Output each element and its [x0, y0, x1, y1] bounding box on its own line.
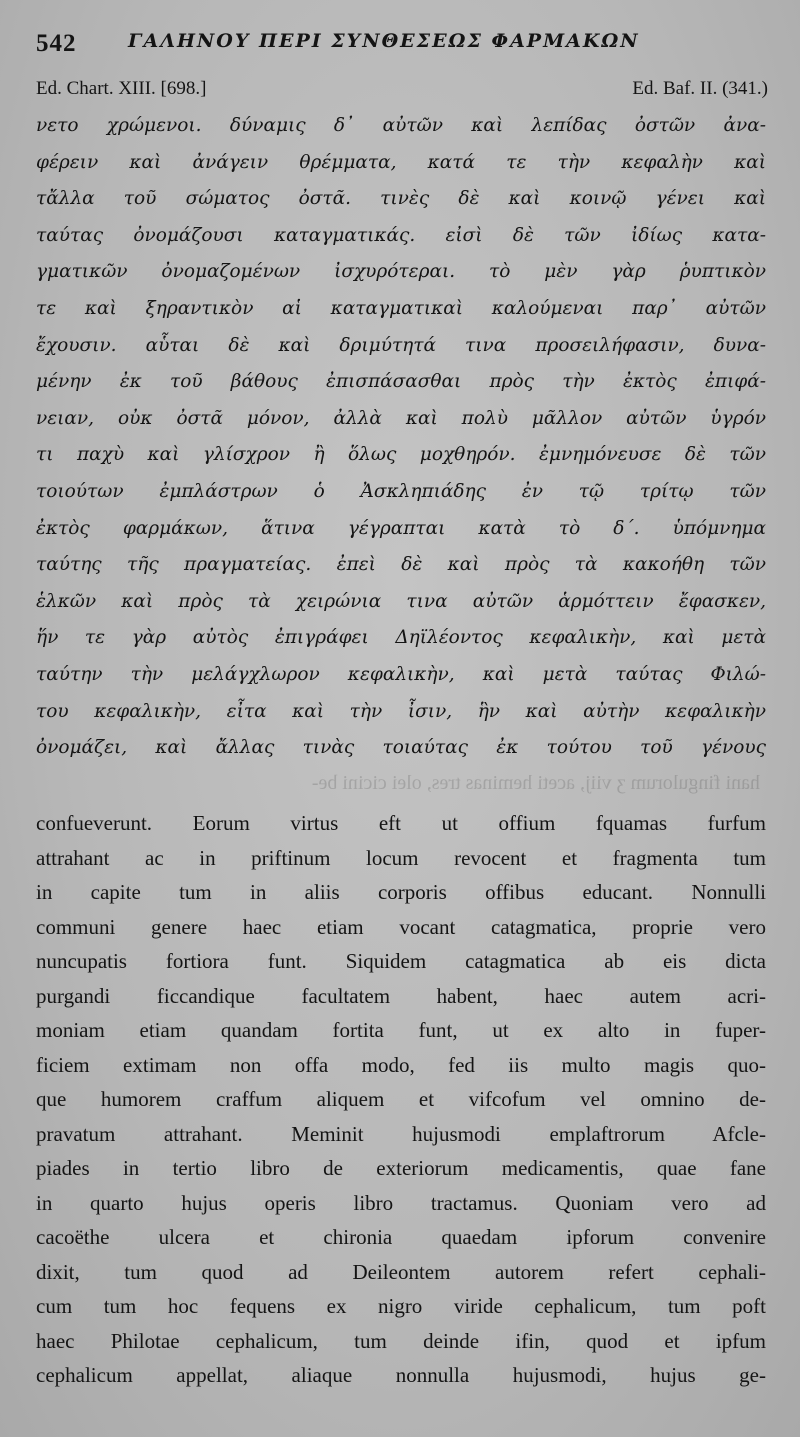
latin-text-line: in quarto hujus operis libro tractamus. Quoniam vero ad	[36, 1190, 766, 1215]
greek-text-line: τἄλλα τοῦ σώματος ὀστᾶ. τινὲς δὲ καὶ κοινῷ γένει καὶ	[36, 188, 766, 210]
latin-text-line: purgandi ficcandique facultatem habent, haec autem acri-	[36, 983, 766, 1008]
latin-text-line: ficiem extimam non offa modo, fed iis multo magis quo-	[36, 1052, 766, 1077]
edition-basel-reference: Ed. Baf. II. (341.)	[632, 78, 768, 99]
latin-text-line: communi genere haec etiam vocant catagmatica, proprie vero	[36, 914, 766, 939]
greek-text-line: ἥν τε γὰρ αὐτὸς ἐπιγράφει Δηϊλέοντος κεφαλικὴν, καὶ μετὰ	[36, 627, 766, 649]
latin-text-line: confueverunt. Eorum virtus eft ut offium fquamas furfum	[36, 811, 766, 835]
greek-text-line: ἔχουσιν. αὗται δὲ καὶ δριμύτητά τινα προσειλήφασιν, δυνα-	[36, 334, 766, 356]
edition-reference-line	[36, 78, 768, 104]
greek-text-line: ἑλκῶν καὶ πρὸς τὰ χειρώνια τινα αὐτῶν ἁρμόττειν ἔφασκεν,	[36, 590, 766, 612]
latin-text-line: cum tum hoc fequens ex nigro viride cephalicum, tum poft	[36, 1294, 766, 1318]
greek-text-line: ταύτην τὴν μελάγχλωρον κεφαλικὴν, καὶ μετὰ ταύτας Φιλώ-	[36, 663, 766, 685]
edition-chart-reference: Ed. Chart. XIII. [698.]	[36, 78, 207, 99]
latin-text-line: haec Philotae cephalicum, tum deinde ifin, quod et ipfum	[36, 1328, 766, 1353]
latin-text-block	[36, 806, 766, 1393]
latin-text-line: in capite tum in aliis corporis offibus educant. Nonnulli	[36, 880, 766, 904]
greek-text-line: νειαν, οὐκ ὀστᾶ μόνον, ἀλλὰ καὶ πολὺ μᾶλλον αὐτῶν ὑγρόν	[36, 407, 766, 429]
latin-text-line: que humorem craffum aliquem et vifcofum vel omnino de-	[36, 1087, 766, 1111]
greek-text-line: τι παχὺ καὶ γλίσχρον ἢ ὅλως μοχθηρόν. ἐμνημόνευσε δὲ τῶν	[36, 444, 766, 466]
latin-text-line: pravatum attrahant. Meminit hujusmodi emplaftrorum Afcle-	[36, 1121, 766, 1146]
latin-text-line: cephalicum appellat, aliaque nonnulla hujusmodi, hujus ge-	[36, 1363, 766, 1387]
greek-text-line: του κεφαλικὴν, εἶτα καὶ τὴν ἶσιν, ἣν καὶ αὐτὴν κεφαλικὴν	[36, 700, 766, 722]
latin-text-line: piades in tertio libro de exteriorum medicamentis, quae fane	[36, 1156, 766, 1180]
greek-text-line: ἐκτὸς φαρμάκων, ἅτινα γέγραπται κατὰ τὸ δ΄. ὑπόμνημα	[36, 517, 766, 539]
greek-text-line: γματικῶν ὀνομαζομένων ἰσχυρότεραι. τὸ μὲν γὰρ ῥυπτικὸν	[36, 261, 766, 283]
greek-text-block	[36, 108, 766, 767]
greek-text-line: ταύτης τῆς πραγματείας. ἐπεὶ δὲ καὶ πρὸς τὰ κακοήθη τῶν	[36, 554, 766, 576]
greek-text-line: ὀνομάζει, καὶ ἄλλας τινὰς τοιαύτας ἐκ τούτου τοῦ γένους	[36, 737, 766, 759]
page-header	[36, 30, 776, 70]
latin-text-line: dixit, tum quod ad Deileontem autorem refert cephali-	[36, 1259, 766, 1284]
greek-text-line: νετο χρώμενοι. δύναμις δ᾽ αὐτῶν καὶ λεπίδας ὀστῶν ἀνα-	[36, 115, 766, 136]
greek-text-line: φέρειν καὶ ἀνάγειν θρέμματα, κατά τε τὴν κεφαλὴν καὶ	[36, 151, 766, 173]
latin-text-line: attrahant ac in priftinum locum revocent et fragmenta tum	[36, 845, 766, 870]
reverse-side-bleed-through: hani fingulorum ʒ viij, aceti heminas tres, olei cicini be-	[311, 772, 760, 794]
page-number: 542	[36, 30, 77, 57]
latin-text-line: moniam etiam quandam fortita funt, ut ex alto in fuper-	[36, 1018, 766, 1042]
latin-text-line: cacoëthe ulcera et chironia quaedam ipforum convenire	[36, 1225, 766, 1249]
greek-text-line: μένην ἐκ τοῦ βάθους ἐπισπάσασθαι πρὸς τὴν ἐκτὸς ἐπιφά-	[36, 371, 766, 393]
greek-text-line: ταύτας ὀνομάζουσι καταγματικάς. εἰσὶ δὲ τῶν ἰδίως κατα-	[36, 224, 766, 246]
running-title: ΓΑΛΗΝΟΥ ΠΕΡΙ ΣΥΝΘΕΣΕΩΣ ΦΑΡΜΑΚΩΝ	[128, 30, 640, 52]
latin-text-line: nuncupatis fortiora funt. Siquidem catagmatica ab eis dicta	[36, 949, 766, 973]
greek-text-line: τοιούτων ἐμπλάστρων ὁ Ἀσκληπιάδης ἐν τῷ τρίτῳ τῶν	[36, 480, 766, 502]
greek-text-line: τε καὶ ξηραντικὸν αἱ καταγματικαὶ καλούμεναι παρ᾽ αὐτῶν	[36, 297, 766, 319]
